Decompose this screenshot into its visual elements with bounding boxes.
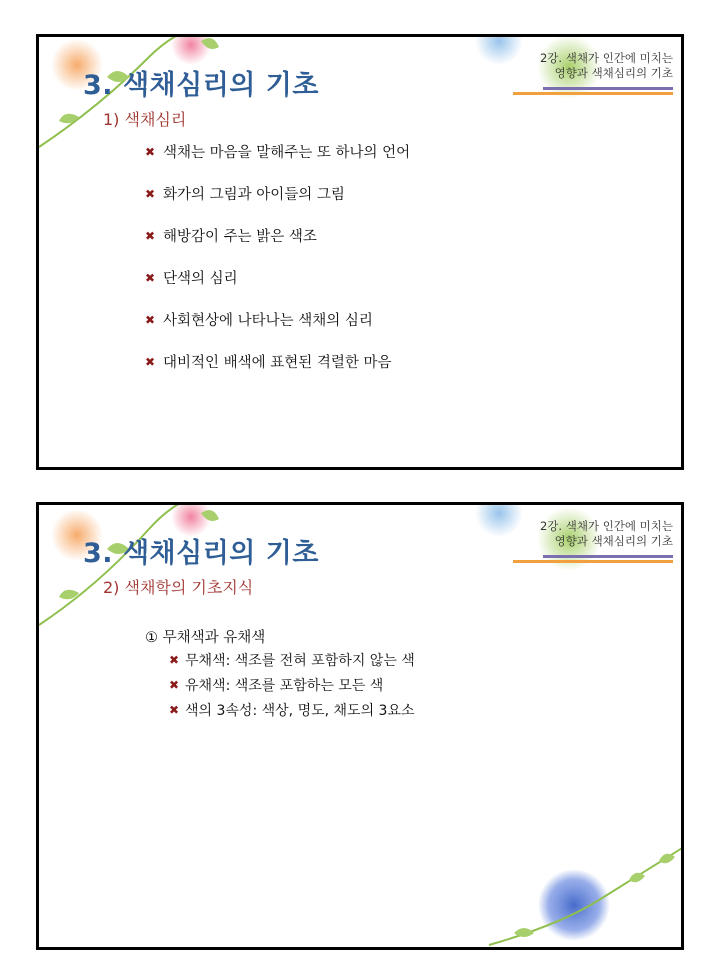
chapter-line-1: 2강. 색채가 인간에 미치는 [539, 51, 673, 65]
chapter-underline-orange [513, 560, 673, 563]
slide-title: 3. 색채심리의 기초 [83, 538, 319, 569]
list-item [145, 185, 410, 227]
list-item [169, 701, 415, 726]
x-mark-icon: ✖ [169, 678, 180, 692]
x-mark-icon: ✖ [145, 313, 156, 327]
x-mark-icon: ✖ [145, 187, 156, 201]
bullet-text: 화가의 그림과 아이들의 그림 [163, 187, 345, 203]
bullet-list [169, 651, 415, 726]
slide-title: 3. 색채심리의 기초 [83, 70, 319, 101]
bullet-text: 사회현상에 나타나는 색채의 심리 [163, 313, 373, 329]
slide-2 [36, 502, 684, 950]
sub-heading: ① 무채색과 유채색 [145, 630, 266, 646]
x-mark-icon: ✖ [145, 145, 156, 159]
bullet-text: 대비적인 배색에 표현된 격렬한 마음 [163, 355, 392, 371]
chapter-label [503, 51, 673, 81]
list-item [145, 311, 410, 353]
list-item [169, 676, 415, 701]
x-mark-icon: ✖ [169, 703, 180, 717]
list-item [145, 269, 410, 311]
bullet-text: 해방감이 주는 밝은 색조 [163, 229, 317, 245]
list-item [169, 651, 415, 676]
chapter-label [503, 519, 673, 549]
bullet-text: 단색의 심리 [163, 271, 238, 287]
x-mark-icon: ✖ [145, 271, 156, 285]
list-item [145, 353, 410, 395]
chapter-underline-purple [543, 555, 673, 558]
section-heading: 2) 색채학의 기초지식 [103, 578, 254, 597]
bullet-text: 무채색: 색조를 전혀 포함하지 않는 색 [185, 653, 415, 669]
chapter-line-2: 영향과 색채심리의 기초 [554, 66, 673, 80]
chapter-underline-purple [543, 87, 673, 90]
chapter-line-2: 영향과 색채심리의 기초 [554, 534, 673, 548]
flower-decoration-icon [39, 505, 684, 950]
list-item [145, 143, 410, 185]
bullet-list [145, 143, 410, 395]
bullet-text: 유채색: 색조를 포함하는 모든 색 [185, 678, 384, 694]
x-mark-icon: ✖ [169, 653, 180, 667]
bullet-text: 색의 3속성: 색상, 명도, 채도의 3요소 [185, 703, 415, 719]
slide-1 [36, 34, 684, 470]
chapter-line-1: 2강. 색채가 인간에 미치는 [539, 519, 673, 533]
list-item [145, 227, 410, 269]
x-mark-icon: ✖ [145, 229, 156, 243]
chapter-underline-orange [513, 92, 673, 95]
section-heading: 1) 색채심리 [103, 110, 187, 129]
bullet-text: 색채는 마음을 말해주는 또 하나의 언어 [163, 145, 411, 161]
x-mark-icon: ✖ [145, 355, 156, 369]
